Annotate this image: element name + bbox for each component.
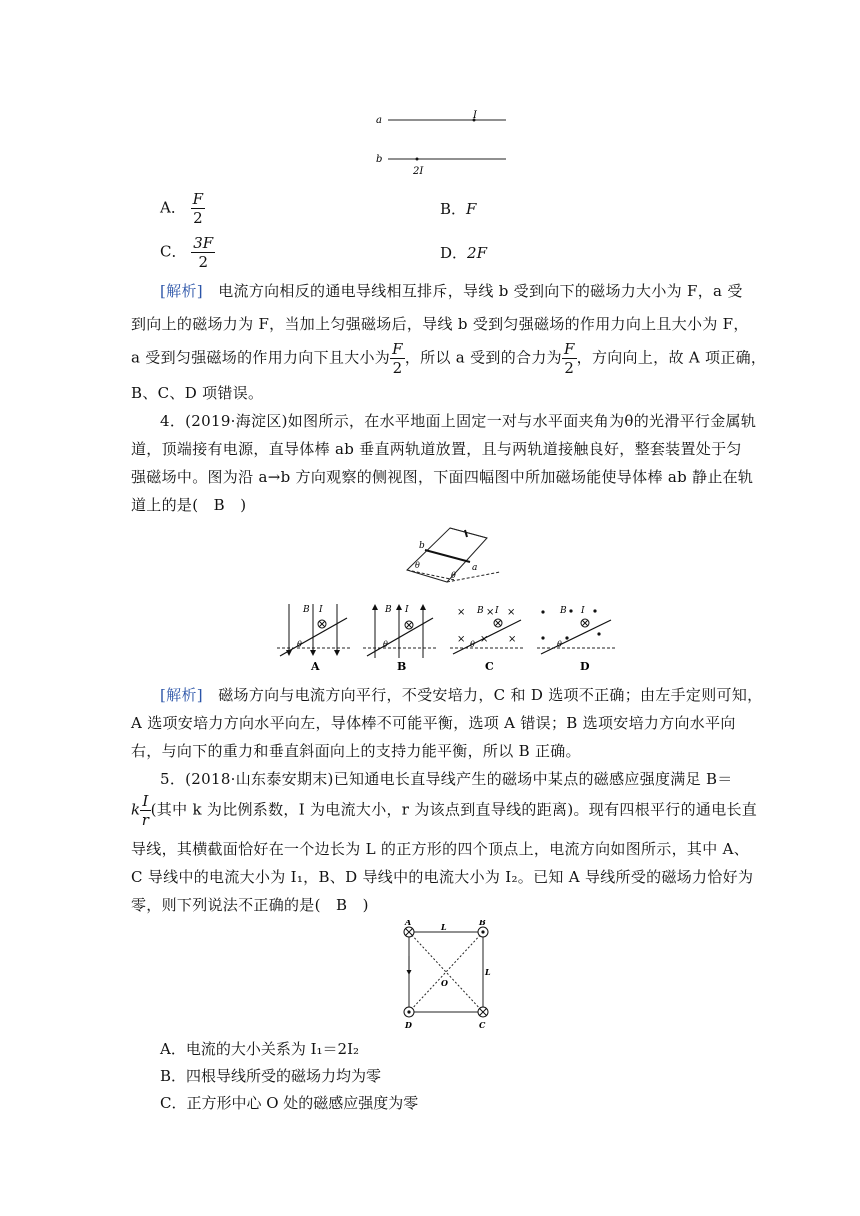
ground-line — [407, 570, 455, 580]
q4-analysis-line3: 右，与向下的重力和垂直斜面向上的支持力能平衡，所以 B 正确。 — [131, 742, 581, 760]
svg-text:×: × — [486, 607, 495, 618]
option-d: D．2F — [440, 244, 487, 262]
panel-d — [537, 606, 615, 673]
q4-line3: 强磁场中。图为沿 a→b 方向观察的侧视图，下面四幅图中所加磁场能使导体棒 ab 静止在轨 — [131, 468, 754, 486]
wire-b-current: 2I — [413, 166, 424, 177]
panel-d-label: D — [580, 660, 590, 673]
theta-label-1: θ — [415, 561, 420, 570]
svg-text:I: I — [405, 605, 409, 615]
analysis-tag: [解析] — [160, 282, 203, 300]
svg-text:I: I — [581, 606, 585, 616]
q5-line5: 零，则下列说法不正确的是( B ) — [131, 896, 369, 914]
panel-c — [450, 606, 525, 673]
theta-label-2: θ — [451, 571, 456, 580]
label-B: B — [479, 920, 486, 927]
panel-a-label: A — [311, 660, 320, 673]
q4-line1: 4．(2019·海淀区)如图所示，在水平地面上固定一对与水平面夹角为θ的光滑平行金属轨 — [160, 412, 757, 430]
q4-analysis-line2: A 选项安培力方向水平向左，导体棒不可能平衡，选项 A 错误；B 选项安培力方向水平向 — [131, 714, 736, 732]
rod-label-b: b — [419, 541, 425, 551]
q3-analysis-line2: 到向上的磁场力为 F，当加上匀强磁场后，导线 b 受到匀强磁场的作用力向上且大小为 F， — [131, 315, 749, 333]
analysis-tag: [解析] — [160, 686, 203, 704]
q5-option-b: B．四根导线所受的磁场力均为零 — [160, 1067, 382, 1085]
q5-option-a: A．电流的大小关系为 I₁＝2I₂ — [160, 1040, 360, 1058]
option-b: B．F — [440, 200, 477, 218]
svg-text:B: B — [303, 605, 310, 615]
svg-text:I: I — [319, 605, 323, 615]
option-c: C． $\frac{3F}{2}$ — [160, 234, 214, 271]
wire-b-point — [416, 158, 419, 161]
svg-text:θ: θ — [557, 640, 562, 649]
q5-line1: 5．(2018·山东泰安期末)已知通电长直导线产生的磁场中某点的磁感应强度满足 B＝ — [160, 770, 733, 788]
label-A: A — [405, 920, 412, 927]
rod-ab — [425, 550, 470, 562]
svg-text:θ: θ — [297, 640, 302, 649]
wire-a-label: a — [376, 115, 382, 126]
svg-text:×: × — [457, 634, 466, 645]
panel-b — [363, 604, 437, 673]
parallel-wires-figure — [370, 108, 515, 178]
q4-analysis-line1: [解析] 磁场方向与电流方向平行，不受安培力，C 和 D 选项不正确；由左手定则可知， — [160, 686, 763, 704]
panel-a — [277, 604, 350, 673]
svg-text:×: × — [507, 607, 516, 618]
label-D: D — [405, 1020, 412, 1030]
option-a: A． $\frac{F}{2}$ — [160, 190, 204, 227]
svg-text:B: B — [477, 606, 484, 616]
q3-analysis-line4: B、C、D 项错误。 — [131, 384, 264, 402]
panel-c-label: C — [485, 660, 494, 673]
q5-line2: k $\frac{I}{r}$ (其中 k 为比例系数，I 为电流大小，r 为该点到直导线的距离)。现有四根平行的通电长直 — [131, 792, 758, 829]
q5-line3: 导线，其横截面恰好在一个边长为 L 的正方形的四个顶点上，电流方向如图所示，其中 A、 — [131, 840, 750, 858]
label-L-top: L — [441, 922, 447, 932]
magnetic-field-options-figure — [275, 598, 620, 676]
wire-a-current: I — [473, 110, 477, 121]
rod-label-a: a — [472, 563, 478, 573]
rail-right — [450, 528, 487, 538]
svg-text:×: × — [480, 634, 489, 645]
q5-line4: C 导线中的电流大小为 I₁，B、D 导线中的电流大小为 I₂。已知 A 导线所受的磁场力恰好为 — [131, 868, 754, 886]
svg-text:B: B — [560, 606, 567, 616]
svg-text:I: I — [495, 606, 499, 616]
label-O: O — [441, 978, 448, 988]
panel-b-label: B — [397, 660, 407, 673]
inclined-rails-figure — [395, 520, 525, 592]
q5-option-c: C．正方形中心 O 处的磁感应强度为零 — [160, 1094, 419, 1112]
svg-text:×: × — [457, 607, 466, 618]
q3-analysis-line3: a 受到匀强磁场的作用力向下且大小为 $\frac{F}{2}$ ，所以 a 受到的合力为 $\frac{F}{2}$ ，方向向上，故 A 项正确， — [131, 340, 767, 377]
svg-text:B: B — [385, 605, 392, 615]
svg-text:θ: θ — [383, 640, 388, 649]
svg-text:θ: θ — [470, 640, 475, 649]
label-C: C — [479, 1020, 486, 1030]
square-wires-figure — [397, 920, 497, 1032]
q3-analysis-line1: [解析] 电流方向相反的通电导线相互排斥，导线 b 受到向下的磁场力大小为 F，a 受 — [160, 282, 743, 300]
q4-line4: 道上的是( B ) — [131, 496, 247, 514]
battery-mark — [465, 530, 467, 537]
q4-line2: 道，顶端接有电源，直导体棒 ab 垂直两轨道放置，且与两轨道接触良好，整套装置处于匀 — [131, 440, 742, 458]
wire-b-label: b — [376, 154, 383, 165]
svg-text:×: × — [508, 634, 517, 645]
label-L-right: L — [485, 967, 491, 977]
